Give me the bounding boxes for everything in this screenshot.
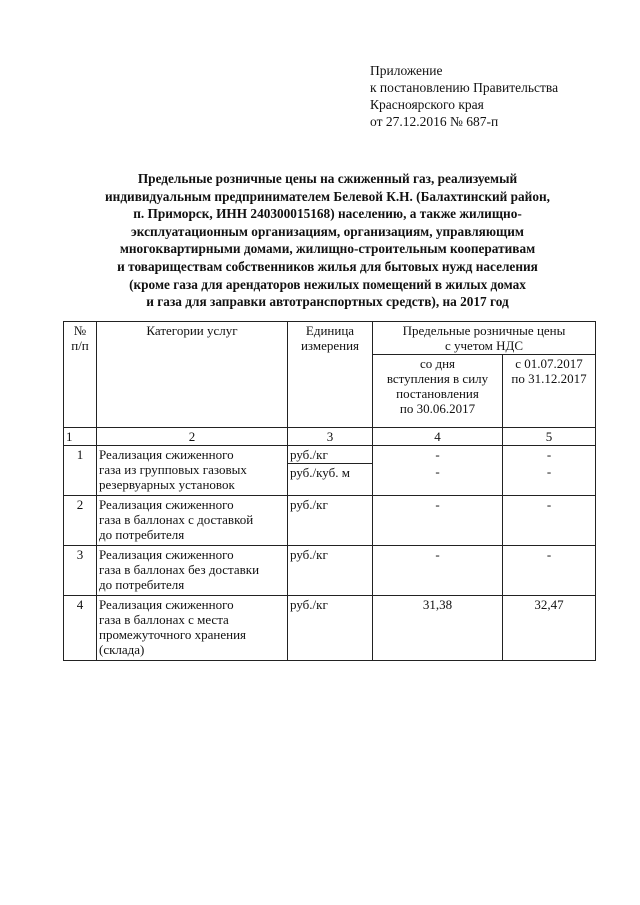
title-line: многоквартирными домами, жилищно-строительным кооперативам [119, 241, 536, 257]
row-num: 4 [64, 596, 97, 661]
row-category: Реализация сжиженного газа в баллонах с места промежуточного хранения (склада) [97, 596, 288, 661]
col-number: 5 [503, 428, 596, 446]
header-price: Предельные розничные цены с учетом НДС [373, 322, 596, 355]
title-line: и товариществам собственников жилья для бытовых нужд населения [117, 258, 538, 274]
title-line: п. Приморск, ИНН 240300015168) населению, а также жилищно- [133, 206, 522, 222]
annex-line: от 27.12.2016 № 687-п [370, 114, 499, 129]
row-category: Реализация сжиженного газа в баллонах с доставкой до потребителя [97, 496, 288, 546]
row-num: 2 [64, 496, 97, 546]
row-price-2: - [503, 496, 596, 546]
col-number: 2 [97, 428, 288, 446]
table-row [64, 496, 596, 546]
title-line: индивидуальным предпринимателем Белевой К.Н. (Балахтинский район, [105, 188, 550, 204]
row-num: 1 [64, 446, 97, 496]
column-numbers-row [64, 428, 596, 446]
header-unit: Единица измерения [288, 322, 373, 428]
row-category: Реализация сжиженного газа из групповых газовых резервуарных установок [97, 446, 288, 496]
row-units: руб./кг [288, 596, 373, 661]
row-num: 3 [64, 546, 97, 596]
annex-line: Красноярского края [370, 97, 484, 112]
table-row [64, 446, 596, 496]
header-period-1: со дня вступления в силу постановления по 30.06.2017 [373, 355, 503, 428]
header-period-2: с 01.07.2017 по 31.12.2017 [503, 355, 596, 428]
title-line: (кроме газа для арендаторов нежилых помещений в жилых домах [129, 276, 526, 292]
row-price-2: 32,47 [503, 596, 596, 661]
col-number: 1 [64, 428, 97, 446]
annex-line: к постановлению Правительства [370, 80, 559, 95]
title-line: эксплуатационным организациям, организациям, управляющим [131, 223, 524, 239]
row-price-1: - [373, 546, 503, 596]
row-price-1: - [373, 496, 503, 546]
row-price-1: - - [373, 446, 503, 496]
table-row [64, 546, 596, 596]
header-num: № п/п [64, 322, 97, 428]
row-units: руб./кг [288, 496, 373, 546]
row-units: руб./кг [288, 546, 373, 596]
title-line: Предельные розничные цены на сжиженный газ, реализуемый [137, 171, 518, 186]
col-number: 3 [288, 428, 373, 446]
row-price-2: - - [503, 446, 596, 496]
row-category: Реализация сжиженного газа в баллонах без доставки до потребителя [97, 546, 288, 596]
document-title [60, 170, 595, 311]
price-table [63, 321, 596, 661]
col-number: 4 [373, 428, 503, 446]
table-row [64, 596, 596, 661]
title-line: и газа для заправки автотранспортных средств), на 2017 год [146, 294, 509, 310]
table-header-row [64, 322, 596, 355]
row-price-2: - [503, 546, 596, 596]
header-category: Категории услуг [97, 322, 288, 428]
row-units: руб./кг руб./куб. м [288, 446, 373, 496]
annex-line: Приложение [370, 63, 443, 78]
annex-block [370, 62, 558, 130]
row-price-1: 31,38 [373, 596, 503, 661]
